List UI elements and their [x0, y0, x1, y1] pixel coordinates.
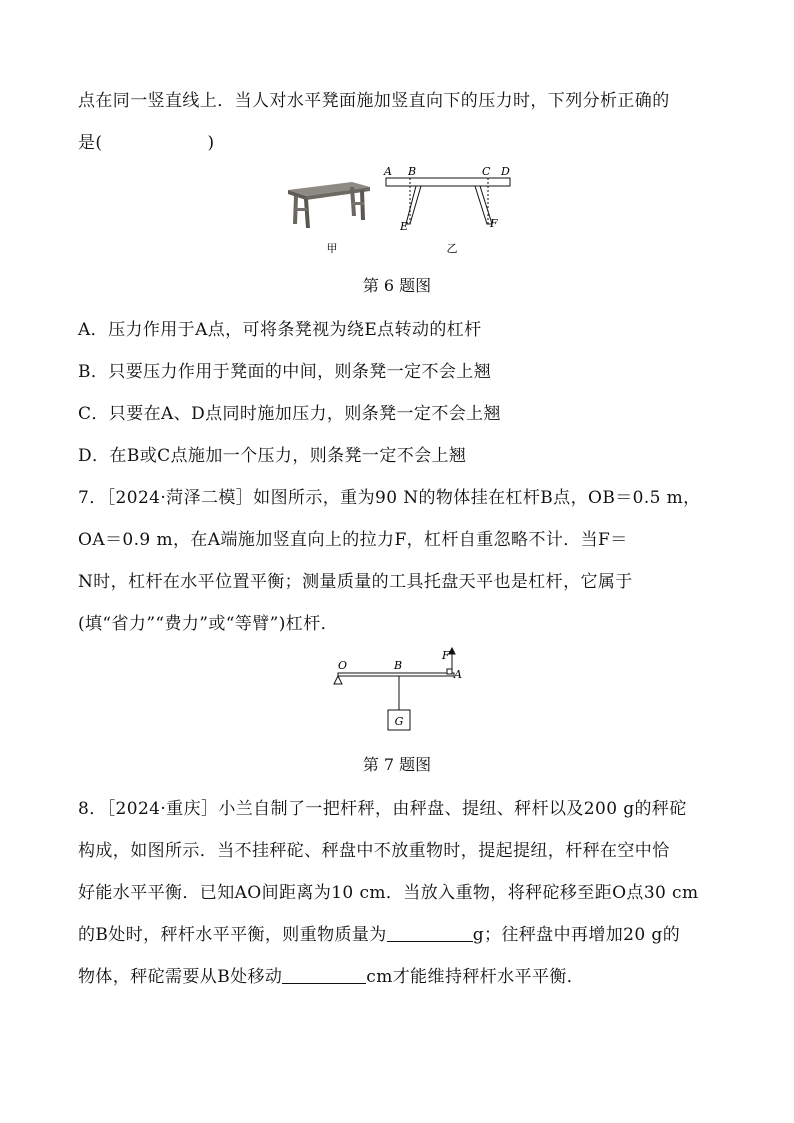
q8-line3: 好能水平平衡．已知AO间距离为10 cm．当放入重物，将秤砣移至距O点30 cm	[78, 883, 699, 903]
q6-option-b: B．只要压力作用于凳面的中间，则条凳一定不会上翘	[78, 362, 492, 382]
answer-blank-mass[interactable]	[387, 924, 473, 942]
bench-photo	[288, 182, 370, 228]
label-O: O	[338, 659, 348, 672]
q8-line5	[78, 962, 584, 987]
label-A: A	[384, 165, 392, 178]
q8-line2: 构成，如图所示．当不挂秤砣、秤盘中不放重物时，提起提纽，杆秤在空中恰	[78, 841, 670, 861]
q7-line3: N时，杠杆在水平位置平衡；测量质量的工具托盘天平也是杠杆，它属于	[78, 572, 633, 592]
answer-blank-distance[interactable]	[282, 966, 366, 984]
q6-stem-line1: 点在同一竖直线上．当人对水平凳面施加竖直向下的压力时，下列分析正确的	[78, 91, 670, 111]
q8-line5-suffix: cm才能维持秤杆水平平衡．	[366, 967, 585, 987]
q6-stem-prefix: 是(	[78, 133, 103, 153]
q6-stem-suffix: )	[207, 133, 215, 153]
label-B: B	[408, 165, 417, 178]
q8-line4-prefix: 的B处时，秤杆水平平衡，则重物质量为	[78, 925, 387, 945]
q7-line4: (填“省力”“费力”或“等臂”)杠杆．	[78, 614, 339, 634]
q7-line1: 7．［2024·菏泽二模］如图所示，重为90 N的物体挂在杠杆B点，OB＝0.5 m，	[78, 488, 701, 508]
q6-option-d: D．在B或C点施加一个压力，则条凳一定不会上翘	[78, 446, 467, 466]
fulcrum	[334, 676, 342, 684]
q8-line4	[78, 920, 680, 945]
q8-line4-suffix: g；往秤盘中再增加20 g的	[472, 925, 681, 945]
label-jia: 甲	[326, 242, 338, 255]
label-B: B	[394, 659, 403, 672]
label-G: G	[394, 715, 404, 728]
q6-stem-line2	[78, 128, 214, 153]
q6-figure	[270, 160, 530, 260]
label-A: A	[454, 668, 462, 681]
q6-caption: 第 6 题图	[362, 276, 432, 295]
hook-a	[447, 669, 452, 674]
label-F: F	[442, 649, 450, 662]
q6-option-c: C．只要在A、D点同时施加压力，则条凳一定不会上翘	[78, 404, 501, 424]
label-E: E	[400, 220, 409, 233]
label-yi: 乙	[446, 242, 458, 255]
label-C: C	[482, 165, 491, 178]
lever-bar	[338, 673, 454, 676]
q6-option-a: A．压力作用于A点，可将条凳视为绕E点转动的杠杆	[78, 320, 482, 340]
q7-caption: 第 7 题图	[362, 755, 432, 774]
q8-line1: 8．［2024·重庆］小兰自制了一把杆秤，由秤盘、提纽、秤杆以及200 g的秤砣	[78, 799, 687, 819]
q7-line2: OA＝0.9 m，在A端施加竖直向上的拉力F，杠杆自重忽略不计．当F＝	[78, 530, 628, 550]
label-D: D	[501, 165, 510, 178]
q7-figure	[326, 644, 476, 740]
q8-line5-prefix: 物体，秤砣需要从B处移动	[78, 967, 283, 987]
label-F: F	[490, 217, 498, 230]
